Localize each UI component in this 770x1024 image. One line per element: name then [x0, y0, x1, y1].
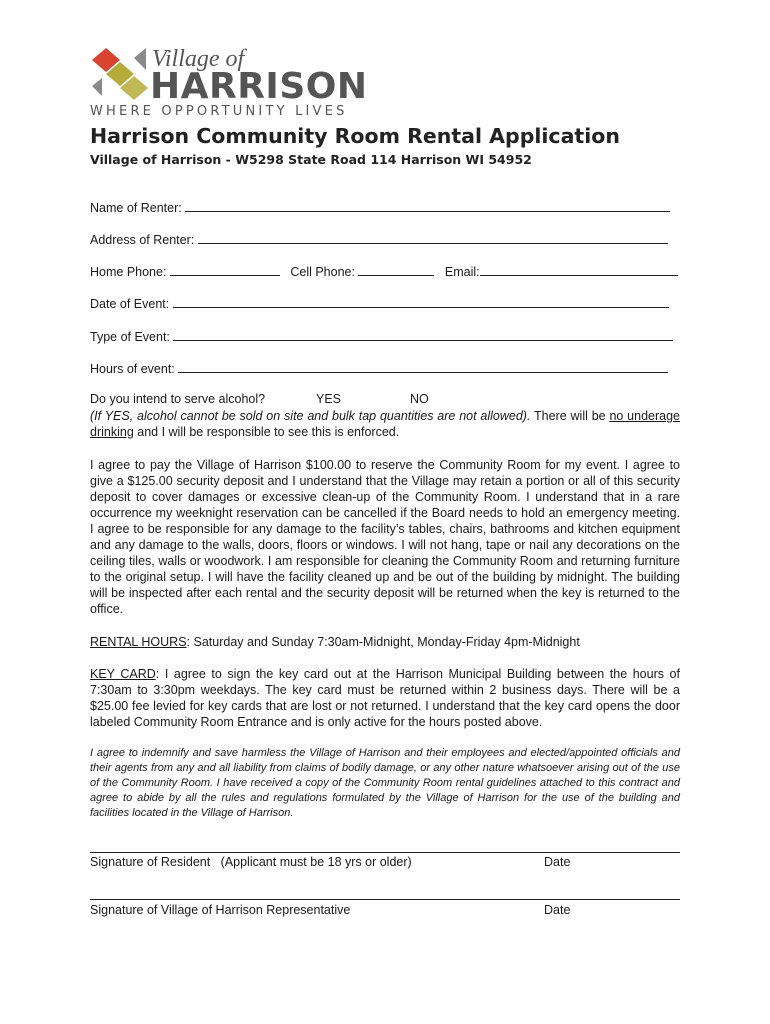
hours-field: [90, 360, 668, 376]
alcohol-no[interactable]: NO: [410, 392, 429, 406]
hours-label: Hours of event:: [90, 362, 175, 376]
date-field: [90, 295, 669, 311]
date-label: Date of Event:: [90, 297, 170, 311]
name-input-line[interactable]: [185, 199, 670, 212]
home-phone-label: Home Phone:: [90, 265, 167, 279]
type-input-line[interactable]: [173, 328, 673, 341]
rental-hours-label: RENTAL HOURS: [90, 635, 187, 649]
type-field: [90, 328, 673, 344]
representative-signature-label: Signature of Village of Harrison Representative: [90, 903, 351, 917]
cell-phone-input-line[interactable]: [358, 263, 434, 276]
alcohol-yes[interactable]: YES: [316, 392, 342, 406]
type-label: Type of Event:: [90, 330, 170, 344]
email-label: Email:: [444, 265, 480, 279]
alcohol-note-underlined: no underage drinking: [90, 409, 680, 439]
home-phone-input-line[interactable]: [170, 263, 280, 276]
address-label: Address of Renter:: [90, 233, 195, 247]
logo-diamond-icon: [90, 46, 150, 102]
key-card-text: : I agree to sign the key card out at the Harrison Municipal Building between the hours of 7:30am to 3:30pm weekdays. The key card must be returned within 2 business days. There will be a $25.00 fee levied for key cards that are lost or not returned. I understand that the key card opens the door labeled Community Room Entrance and is only active for the hours posted above.: [90, 667, 680, 729]
date-input-line[interactable]: [173, 295, 669, 308]
address-field: [90, 231, 668, 247]
rental-hours-text: : Saturday and Sunday 7:30am-Midnight, Monday-Friday 4pm-Midnight: [186, 635, 580, 649]
rental-hours: [90, 634, 680, 650]
logo-tagline: WHERE OPPORTUNITY LIVES: [90, 104, 348, 119]
alcohol-question: [90, 392, 265, 406]
representative-date-label: Date: [544, 903, 571, 917]
resident-signature-line[interactable]: [90, 852, 680, 853]
resident-date-label: Date: [544, 855, 571, 869]
alcohol-note-italic: (If YES, alcohol cannot be sold on site and bulk tap quantities are not allowed).: [90, 409, 531, 423]
alcohol-note-plain: There will be: [530, 409, 610, 423]
hours-input-line[interactable]: [178, 360, 668, 373]
alcohol-note-end: and I will be responsible to see this is enforced.: [133, 425, 400, 439]
page-subtitle: Village of Harrison - W5298 State Road 114 Harrison WI 54952: [90, 152, 532, 167]
key-card-paragraph: [90, 666, 680, 730]
address-input-line[interactable]: [198, 231, 668, 244]
indemnity-paragraph: I agree to indemnify and save harmless the Village of Harrison and their employees and elected/appointed officials and their agents from any and all liability from claims of bodily damage, or any other nature whatsoever arising out of the use of the Community Room. I have received a copy of the Community Room rental guidelines attached to this contract and agree to abide by all the rules and regulations formulated by the Village of Harrison for the use of the building and facilities located in the Village of Harrison.: [90, 747, 680, 819]
name-field: [90, 199, 670, 215]
agreement-paragraph: I agree to pay the Village of Harrison $100.00 to reserve the Community Room for my event. I agree to give a $125.00 security deposit and I understand that the Village may retain a portion or all of this security deposit to cover damages or excessive clean-up of the Community Room. I understand that in a rare occurrence my weeknight reservation can be cancelled if the Board needs to hold an emergency meeting. I agree to be responsible for any damage to the facility’s tables, chairs, bathrooms and kitchen equipment and any damage to the walls, doors, floors or windows. I will not hang, tape or nail any decorations on the ceiling tiles, walls or woodwork. I am responsible for cleaning the Community Room and returning furniture to the original setup. I will have the facility cleaned up and be out of the building by midnight. The building will be inspected after each rental and the security deposit will be returned when the key is returned to the office.: [90, 458, 680, 616]
page-title: Harrison Community Room Rental Application: [90, 124, 620, 148]
logo-harrison: HARRISON: [150, 66, 368, 107]
email-input-line[interactable]: [480, 263, 678, 276]
logo-village-of: Village of: [152, 46, 245, 72]
alcohol-question-text: Do you intend to serve alcohol?: [90, 392, 266, 406]
cell-phone-label: Cell Phone:: [290, 265, 355, 279]
key-card-label: KEY CARD: [90, 667, 156, 681]
resident-signature-label: Signature of Resident (Applicant must be 18 yrs or older): [90, 855, 412, 869]
village-logo: [90, 46, 368, 122]
name-label: Name of Renter:: [90, 201, 182, 215]
alcohol-note: [90, 408, 680, 440]
phone-email-field: [90, 263, 678, 279]
representative-signature-line[interactable]: [90, 899, 680, 900]
